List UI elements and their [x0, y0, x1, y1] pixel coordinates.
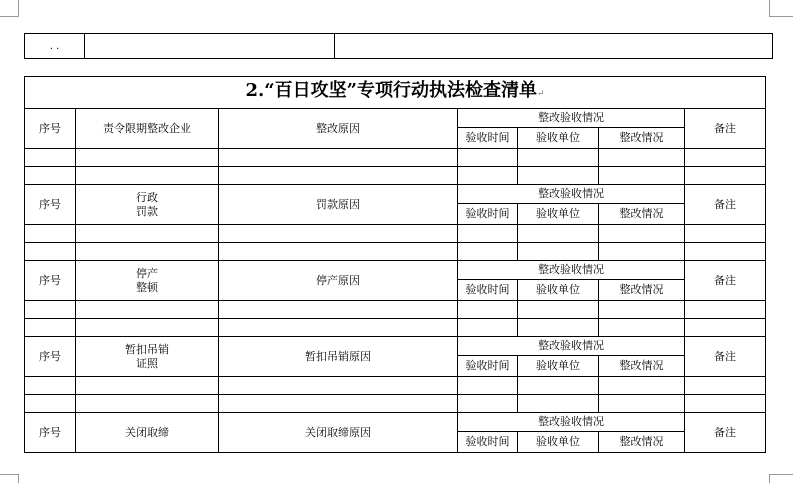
empty-cell	[25, 395, 76, 413]
subheader-status: 整改情况	[599, 128, 685, 149]
empty-data-row	[25, 167, 766, 185]
reason-header: 关闭取缔原因	[219, 413, 458, 453]
empty-cell	[25, 243, 76, 261]
enforcement-checklist-table	[24, 76, 766, 453]
empty-data-row	[25, 395, 766, 413]
subheader-time: 验收时间	[458, 128, 518, 149]
subheader-status: 整改情况	[599, 280, 685, 301]
empty-cell	[219, 377, 458, 395]
acceptance-header: 整改验收情况	[458, 261, 685, 280]
acceptance-header: 整改验收情况	[458, 109, 685, 128]
previous-table-cell	[85, 34, 335, 58]
empty-cell	[76, 225, 219, 243]
empty-cell	[458, 243, 518, 261]
empty-cell	[219, 319, 458, 337]
subheader-unit: 验收单位	[518, 280, 599, 301]
empty-data-row	[25, 149, 766, 167]
empty-cell	[25, 319, 76, 337]
crop-mark-top-left-v	[18, 0, 19, 17]
empty-cell	[25, 149, 76, 167]
item-header	[76, 337, 219, 377]
empty-cell	[518, 149, 599, 167]
empty-cell	[76, 243, 219, 261]
item-line: 证照	[136, 356, 158, 370]
empty-cell	[25, 377, 76, 395]
empty-cell	[685, 377, 766, 395]
empty-cell	[685, 301, 766, 319]
subheader-unit: 验收单位	[518, 356, 599, 377]
seq-header: 序号	[25, 185, 76, 225]
subheader-time: 验收时间	[458, 204, 518, 225]
subheader-unit: 验收单位	[518, 204, 599, 225]
crop-mark-top-left-h	[0, 16, 18, 17]
reason-header: 整改原因	[219, 109, 458, 149]
reason-header: 罚款原因	[219, 185, 458, 225]
crop-mark-top-right-v	[769, 0, 770, 17]
empty-cell	[599, 149, 685, 167]
empty-cell	[458, 225, 518, 243]
empty-cell	[685, 149, 766, 167]
empty-cell	[76, 395, 219, 413]
subheader-time: 验收时间	[458, 432, 518, 453]
empty-cell	[458, 301, 518, 319]
acceptance-header: 整改验收情况	[458, 185, 685, 204]
table-title-text: 2.“百日攻坚”专项行动执法检查清单	[245, 80, 537, 101]
empty-data-row	[25, 301, 766, 319]
empty-cell	[76, 167, 219, 185]
section-header-row	[25, 337, 766, 356]
reason-header: 暂扣吊销原因	[219, 337, 458, 377]
item-line: 责令限期整改企业	[103, 121, 191, 135]
empty-cell	[219, 149, 458, 167]
empty-cell	[599, 319, 685, 337]
empty-cell	[599, 395, 685, 413]
section-header-row	[25, 261, 766, 280]
empty-cell	[76, 301, 219, 319]
subheader-unit: 验收单位	[518, 432, 599, 453]
item-header	[76, 185, 219, 225]
empty-cell	[518, 301, 599, 319]
previous-table-fragment	[24, 33, 773, 59]
empty-cell	[458, 167, 518, 185]
subheader-time: 验收时间	[458, 280, 518, 301]
empty-data-row	[25, 243, 766, 261]
reason-header: 停产原因	[219, 261, 458, 301]
subheader-status: 整改情况	[599, 432, 685, 453]
seq-header: 序号	[25, 109, 76, 149]
empty-cell	[518, 243, 599, 261]
empty-cell	[76, 377, 219, 395]
crop-mark-bottom-right-h	[770, 474, 793, 475]
empty-cell	[219, 167, 458, 185]
item-line: 整顿	[136, 280, 158, 294]
acceptance-header: 整改验收情况	[458, 337, 685, 356]
empty-cell	[458, 395, 518, 413]
subheader-time: 验收时间	[458, 356, 518, 377]
empty-cell	[76, 149, 219, 167]
empty-cell	[685, 225, 766, 243]
empty-cell	[685, 319, 766, 337]
empty-cell	[25, 301, 76, 319]
subheader-status: 整改情况	[599, 356, 685, 377]
empty-cell	[599, 243, 685, 261]
seq-header: 序号	[25, 337, 76, 377]
empty-cell	[599, 167, 685, 185]
empty-cell	[685, 395, 766, 413]
empty-cell	[599, 377, 685, 395]
crop-mark-top-right-h	[770, 16, 793, 17]
section-header-row	[25, 185, 766, 204]
empty-cell	[685, 167, 766, 185]
item-line: 停产	[136, 266, 158, 280]
empty-cell	[518, 395, 599, 413]
empty-cell	[219, 243, 458, 261]
paragraph-mark: ↵	[536, 89, 545, 99]
subheader-status: 整改情况	[599, 204, 685, 225]
section-header-row	[25, 109, 766, 128]
dots-text: . .	[49, 40, 60, 52]
remark-header: 备注	[685, 261, 766, 301]
item-header	[76, 413, 219, 453]
seq-header: 序号	[25, 261, 76, 301]
item-line: 行政	[136, 190, 158, 204]
seq-header: 序号	[25, 413, 76, 453]
previous-table-cell	[25, 34, 85, 58]
crop-mark-bottom-left-v	[18, 474, 19, 483]
empty-cell	[599, 225, 685, 243]
item-line: 罚款	[136, 204, 158, 218]
empty-cell	[518, 167, 599, 185]
previous-table-cell	[335, 34, 772, 58]
empty-cell	[25, 167, 76, 185]
empty-cell	[219, 301, 458, 319]
empty-cell	[458, 319, 518, 337]
empty-cell	[518, 319, 599, 337]
empty-cell	[458, 377, 518, 395]
remark-header: 备注	[685, 109, 766, 149]
acceptance-header: 整改验收情况	[458, 413, 685, 432]
remark-header: 备注	[685, 185, 766, 225]
empty-cell	[76, 319, 219, 337]
empty-cell	[219, 395, 458, 413]
empty-cell	[599, 301, 685, 319]
crop-mark-bottom-right-v	[769, 474, 770, 483]
empty-cell	[219, 225, 458, 243]
section-header-row	[25, 413, 766, 432]
item-line: 暂扣吊销	[125, 342, 169, 356]
title-row	[25, 77, 766, 109]
subheader-unit: 验收单位	[518, 128, 599, 149]
item-header	[76, 261, 219, 301]
remark-header: 备注	[685, 337, 766, 377]
empty-cell	[518, 377, 599, 395]
remark-header: 备注	[685, 413, 766, 453]
crop-mark-bottom-left-h	[0, 474, 18, 475]
empty-data-row	[25, 225, 766, 243]
empty-cell	[25, 225, 76, 243]
item-header	[76, 109, 219, 149]
empty-cell	[518, 225, 599, 243]
empty-data-row	[25, 377, 766, 395]
item-line: 关闭取缔	[125, 425, 169, 439]
empty-cell	[685, 243, 766, 261]
table-title	[25, 77, 766, 109]
empty-cell	[458, 149, 518, 167]
empty-data-row	[25, 319, 766, 337]
